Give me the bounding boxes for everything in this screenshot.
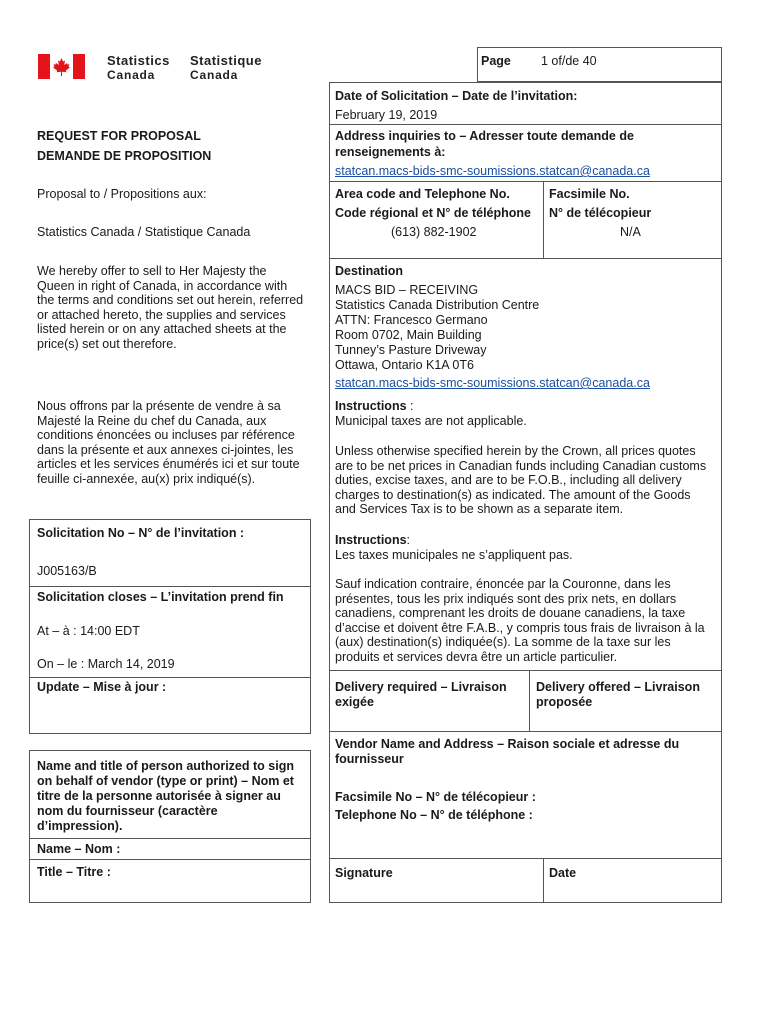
inquiries-email-link[interactable]: statcan.macs-bids-smc-soumissions.statcan@canada.ca — [335, 164, 650, 178]
proposal-to: Proposal to / Propositions aux: — [37, 187, 207, 201]
authorized-label-line: d’impression). — [37, 819, 123, 833]
authorized-label-line: nom du fournisseur (caractère — [37, 804, 218, 818]
solicitation-closes-date: On – le : March 14, 2019 — [37, 657, 175, 671]
rfp-title-fr: DEMANDE DE PROPOSITION — [37, 149, 212, 163]
solicitation-closes-time: At – à : 14:00 EDT — [37, 624, 140, 638]
brand-fr-1: Statistique — [190, 53, 262, 68]
authorized-label-line: on behalf of vendor (type or print) – Nom et — [37, 774, 294, 788]
inquiries-label-2: renseignements à: — [335, 145, 446, 159]
destination-line: MACS BID – RECEIVING — [335, 283, 479, 297]
instructions-en-line: charges to destination(s) as indicated. The amount of the Goods — [335, 487, 691, 502]
signature-label: Signature — [335, 866, 393, 880]
brand-en-1: Statistics — [107, 53, 170, 68]
offer-fr-line: feuille ci-annexée, au(x) prix indiqué(s). — [37, 471, 256, 486]
solicitation-date-value: February 19, 2019 — [335, 108, 438, 122]
destination-line: ATTN: Francesco Germano — [335, 313, 488, 327]
solicitation-number-value: J005163/B — [37, 564, 97, 578]
page-label: Page — [481, 54, 511, 68]
offer-fr-line: conditions énoncées ou incluses par référence — [37, 428, 295, 443]
instructions-en-body — [335, 444, 706, 517]
fax-value: N/A — [620, 225, 641, 239]
instructions-en-line: duties, excise taxes, and are to be F.O.B., including all delivery — [335, 473, 682, 488]
offer-fr-line: dans la présente et aux annexes ci-jointes, les — [37, 442, 294, 457]
name-label: Name – Nom : — [37, 842, 121, 856]
phone-label-2: Code régional et N° de téléphone — [335, 206, 531, 220]
vendor-label-1: Vendor Name and Address – Raison sociale et adresse du — [335, 737, 680, 751]
page-value: 1 of/de 40 — [541, 54, 597, 68]
canada-flag-icon — [38, 54, 85, 79]
fax-label-1: Facsimile No. — [549, 187, 630, 201]
solicitation-date-label: Date of Solicitation – Date de l’invitation: — [335, 89, 578, 103]
instructions-fr-heading — [335, 533, 410, 547]
instructions-en-label: Instructions — [335, 399, 407, 413]
destination-label: Destination — [335, 264, 404, 278]
brand-fr-2: Canada — [190, 68, 239, 82]
destination-address — [335, 283, 539, 373]
brand-en-2: Canada — [107, 68, 156, 82]
phone-label-1: Area code and Telephone No. — [335, 187, 510, 201]
offer-en-line: or attached hereto, the supplies and services — [37, 307, 286, 322]
destination-email-link[interactable]: statcan.macs-bids-smc-soumissions.statcan@canada.ca — [335, 376, 650, 390]
fax-label-2: N° de télécopieur — [549, 206, 652, 220]
offer-fr — [37, 399, 300, 487]
vendor-phone-label: Telephone No – N° de téléphone : — [335, 808, 533, 822]
instructions-en-heading — [335, 399, 414, 413]
offer-en-line: price(s) set out therefore. — [37, 336, 177, 351]
offer-en-line: Queen in right of Canada, in accordance with — [37, 278, 288, 293]
offer-fr-line: Majesté la Reine du chef du Canada, aux — [37, 413, 267, 428]
title-label: Title – Titre : — [37, 865, 111, 879]
date-label: Date — [549, 866, 577, 880]
solicitation-number-label: Solicitation No – N° de l’invitation : — [37, 526, 245, 540]
instructions-fr-line: (aux) destination(s) indiquée(s). La somme de la taxe sur les — [335, 635, 671, 650]
destination-line: Room 0702, Main Building — [335, 328, 482, 342]
instructions-en-colon: : — [406, 399, 414, 413]
authorized-label-line: Name and title of person authorized to sign — [37, 759, 294, 773]
destination-line: Tunney’s Pasture Driveway — [335, 343, 487, 357]
instructions-fr-line: présentes, tous les prix indiqués sont des prix nets, en dollars — [335, 591, 677, 606]
destination-line: Ottawa, Ontario K1A 0T6 — [335, 358, 474, 372]
destination-line: Statistics Canada Distribution Centre — [335, 298, 540, 312]
offer-en-line: the terms and conditions set out herein, referred — [37, 293, 304, 308]
authorized-person-label — [37, 759, 294, 834]
offer-en-line: We hereby offer to sell to Her Majesty the — [37, 264, 267, 278]
authorized-label-line: titre de la personne autorisée à signer au — [37, 789, 281, 803]
vendor-label-2: fournisseur — [335, 752, 404, 766]
offer-fr-line: Nous offrons par la présente de vendre à sa — [37, 399, 281, 413]
delivery-required-label-2: exigée — [335, 695, 374, 709]
right-col-left-border — [329, 82, 330, 903]
instructions-en-line: Unless otherwise specified herein by the Crown, all prices quotes — [335, 444, 696, 458]
page-box — [477, 47, 722, 82]
instructions-en-line: are to be net prices in Canadian funds including Canadian customs — [335, 458, 707, 473]
offer-en — [37, 264, 303, 352]
delivery-offered-label-2: proposée — [536, 695, 593, 709]
update-label: Update – Mise à jour : — [37, 680, 167, 694]
instructions-fr-line: canadiens, comprenant les droits de douane canadiens, la taxe — [335, 606, 686, 621]
instructions-fr-line: d’accise et doivent être F.A.B., y compris tous frais de livraison à la — [335, 620, 705, 635]
offer-en-line: listed herein or on any attached sheets at the — [37, 322, 287, 337]
right-col-right-border — [721, 82, 722, 903]
instructions-fr-label: Instructions — [335, 533, 407, 547]
rfp-title-en: REQUEST FOR PROPOSAL — [37, 129, 201, 143]
instructions-fr-colon: : — [406, 533, 411, 547]
instructions-en-1: Municipal taxes are not applicable. — [335, 414, 527, 428]
instructions-fr-line: produits et services devra être un article particulier. — [335, 649, 618, 664]
delivery-required-label-1: Delivery required – Livraison — [335, 680, 507, 694]
instructions-en-line: and Services Tax is to be shown as a separate item. — [335, 502, 624, 517]
phone-value: (613) 882-1902 — [391, 225, 477, 239]
agency-name: Statistics Canada / Statistique Canada — [37, 225, 251, 239]
instructions-fr-body — [335, 577, 705, 665]
instructions-fr-line: Sauf indication contraire, énoncée par la Couronne, dans les — [335, 577, 671, 591]
instructions-fr-1: Les taxes municipales ne s’appliquent pas. — [335, 548, 573, 562]
offer-fr-line: articles et les services énumérés ici et sur toute — [37, 457, 300, 472]
solicitation-closes-label: Solicitation closes – L’invitation prend fin — [37, 590, 284, 604]
inquiries-label-1: Address inquiries to – Adresser toute demande de — [335, 129, 634, 143]
delivery-offered-label-1: Delivery offered – Livraison — [536, 680, 700, 694]
vendor-fax-label: Facsimile No – N° de télécopieur : — [335, 790, 536, 804]
